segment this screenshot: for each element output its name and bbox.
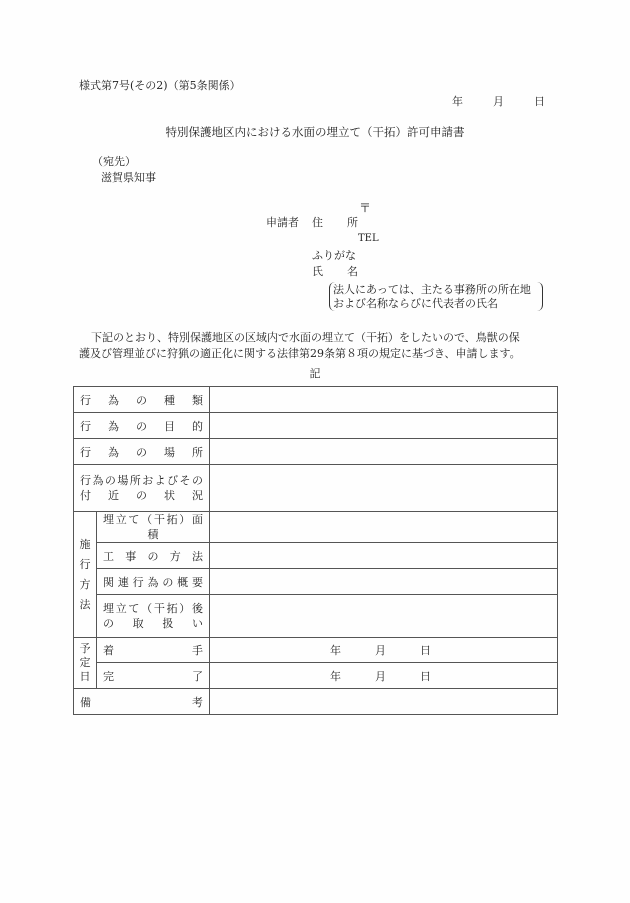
act-type-label: 行為の種類 [74, 387, 210, 413]
start-char-2: 手 [192, 644, 203, 657]
month-label: 月 [493, 95, 504, 108]
act-location-label: 行為の場所 [74, 439, 210, 465]
end-char-2: 了 [192, 669, 203, 683]
body-text [79, 330, 559, 362]
remarks-char-2: 考 [192, 695, 203, 709]
act-type-field[interactable] [210, 387, 558, 413]
end-day: 日 [420, 669, 431, 683]
table-row [74, 543, 558, 569]
remarks-field[interactable] [210, 689, 558, 715]
applicant-label: 申請者 [266, 216, 299, 229]
group-char: 行 [79, 557, 91, 571]
act-surroundings-field[interactable] [210, 465, 558, 512]
start-date-field[interactable] [210, 638, 558, 663]
post-fill-handling-field[interactable] [210, 595, 558, 638]
furigana-label: ふりがな [312, 249, 356, 262]
start-month: 月 [375, 644, 386, 657]
schedule-group-label [74, 638, 97, 689]
start-label [97, 638, 210, 663]
start-day: 日 [420, 644, 431, 657]
table-row [74, 413, 558, 439]
construction-method-field[interactable] [210, 543, 558, 569]
act-surroundings-label [74, 465, 210, 512]
completion-date-field[interactable] [210, 663, 558, 689]
group-char: 予 [79, 642, 91, 655]
postal-mark: 〒 [359, 201, 372, 215]
table-row [74, 512, 558, 543]
act-location-field[interactable] [210, 439, 558, 465]
related-overview-label: 関連行為の概要 [97, 569, 210, 595]
addressee-name: 滋賀県知事 [101, 171, 156, 184]
table-row [74, 569, 558, 595]
completion-label [97, 663, 210, 689]
post-fill-handling-label [97, 595, 210, 638]
address-label-1: 住 [312, 216, 323, 229]
group-char: 施 [79, 537, 91, 551]
act-surroundings-line-1: 行為の場所およびその [80, 474, 203, 487]
post-fill-handling-line-2: の取扱い [103, 617, 203, 630]
date-line [452, 96, 545, 107]
body-line-1: 下記のとおり、特別保護地区の区域内で水面の埋立て（干拓）をしたいので、鳥獣の保 [91, 331, 520, 344]
day-label: 日 [534, 95, 545, 108]
year-label: 年 [452, 95, 463, 108]
table-row [74, 439, 558, 465]
address-label [312, 217, 358, 228]
start-char-1: 着 [103, 644, 114, 657]
address-label-2: 所 [347, 216, 358, 229]
application-table [73, 386, 558, 715]
table-row [74, 465, 558, 512]
related-overview-field[interactable] [210, 569, 558, 595]
group-char: 方 [79, 577, 91, 591]
name-label [312, 266, 358, 277]
ki-heading: 記 [309, 367, 321, 380]
table-row [74, 689, 558, 715]
construction-method-group-label [74, 512, 97, 638]
document-title: 特別保護地区内における水面の埋立て（干拓）許可申請書 [165, 125, 465, 139]
post-fill-handling-line-1: 埋立て（干拓）後 [103, 602, 203, 615]
construction-method-label: 工事の方法 [97, 543, 210, 569]
remarks-char-1: 備 [80, 695, 91, 709]
fill-area-line-1: 埋立て（干拓）面 [103, 513, 203, 526]
fill-area-label [97, 512, 210, 543]
end-year: 年 [330, 669, 341, 683]
addressee-label: （宛先） [92, 155, 136, 168]
end-month: 月 [375, 669, 386, 683]
start-year: 年 [330, 644, 341, 657]
table-row [74, 663, 558, 689]
group-char: 法 [79, 597, 91, 611]
fill-area-line-2: 積 [147, 528, 159, 541]
group-char: 定 [79, 656, 91, 669]
end-char-1: 完 [103, 669, 114, 683]
corporate-note: 法人にあっては、主たる事務所の所在地および名称ならびに代表者の氏名 [329, 282, 543, 311]
table-row [74, 595, 558, 638]
body-line-2: 護及び管理並びに狩猟の適正化に関する法律第29条第８項の規定に基づき、申請します。 [79, 347, 521, 360]
remarks-label [74, 689, 210, 715]
fill-area-field[interactable] [210, 512, 558, 543]
act-purpose-label: 行為の目的 [74, 413, 210, 439]
group-char: 日 [79, 670, 91, 683]
table-row [74, 387, 558, 413]
table-row [74, 638, 558, 663]
act-surroundings-line-2: 付近の状況 [80, 489, 203, 502]
name-label-2: 名 [347, 265, 358, 278]
name-label-1: 氏 [312, 265, 323, 278]
tel-label: TEL [358, 233, 379, 244]
act-purpose-field[interactable] [210, 413, 558, 439]
form-number: 様式第7号(その2)（第5条関係） [79, 79, 241, 92]
